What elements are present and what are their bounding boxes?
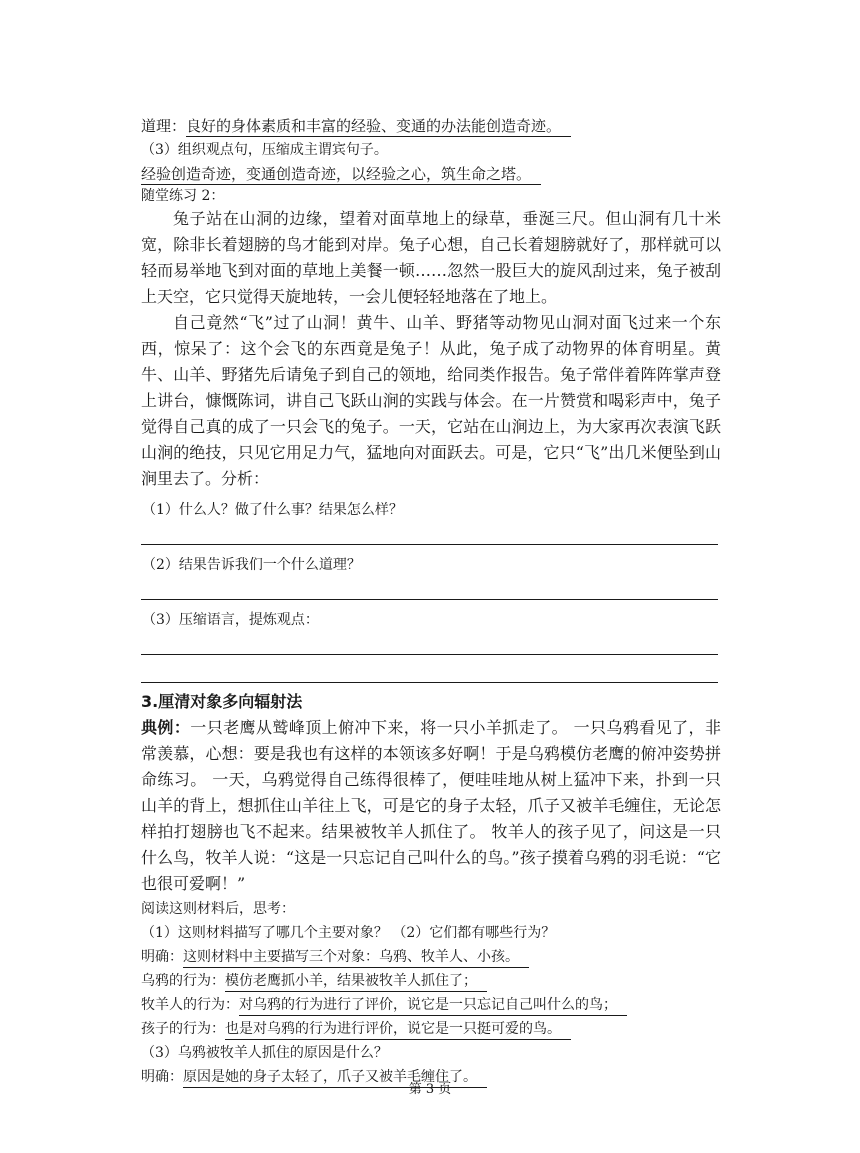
practice-paragraph-1: 兔子站在山洞的边缘，望着对面草地上的绿草，垂涎三尺。但山洞有几十米宽，除非长着翅膀的鸟才能到对岸。兔子心想，自己长着翅膀就好了，那样就可以轻而易举地飞到对面的草地上美餐一顿……忽然一股巨大的旋风刮过来，兔子被刮上天空，它只觉得天旋地转，一会儿便轻轻地落在了地上。 (141, 209, 721, 306)
step3-line: （3）组织观点句，压缩成主谓宾句子。 (141, 142, 388, 158)
answer-crow-text: 模仿老鹰抓小羊，结果被牧羊人抓住了； (225, 971, 487, 992)
answer-shepherd-label: 牧羊人的行为： (141, 997, 239, 1013)
principle-text: 良好的身体素质和丰富的经验、变通的办法能创造奇迹。 (186, 116, 571, 137)
answer-objects-text: 这则材料中主要描写三个对象：乌鸦、牧羊人、小孩。 (183, 947, 529, 968)
principle-label: 道理： (141, 117, 187, 135)
answer-child (141, 1017, 721, 1041)
summary-text: 经验创造奇迹，变通创造奇迹，以经验之心，筑生命之塔。 (141, 164, 541, 185)
question-3: （3）压缩语言，提炼观点： (142, 612, 319, 628)
answer-line-1[interactable] (141, 544, 718, 545)
page-number: 第 3 页 (408, 1082, 452, 1097)
summary-line (141, 162, 721, 186)
answer-reason-label: 明确： (141, 1069, 183, 1085)
answer-crow (141, 969, 721, 993)
answer-child-label: 孩子的行为： (141, 1021, 225, 1037)
answer-crow-label: 乌鸦的行为： (141, 973, 225, 989)
answer-line-4[interactable] (141, 682, 718, 683)
principle-line (141, 114, 721, 138)
practice-paragraph-2: 自己竟然“飞”过了山洞！黄牛、山羊、野猪等动物见山洞对面飞过来一个东西，惊呆了：这个会飞的东西竟是兔子！从此，兔子成了动物界的体育明星。黄牛、山羊、野猪先后请兔子到自己的领地，给同类作报告。兔子常伴着阵阵掌声登上讲台，慷慨陈词，讲自己飞跃山涧的实践与体会。在一片赞赏和喝彩声中，兔子觉得自己真的成了一只会飞的兔子。一天，它站在山涧边上，为大家再次表演飞跃山涧的绝技，只见它用足力气，猛地向对面跃去。可是，它只“飞”出几米便坠到山涧里去了。分析： (141, 313, 721, 488)
question-1: （1）什么人？做了什么事？结果怎么样？ (142, 502, 403, 518)
question-reason: （3）乌鸦被牧羊人抓住的原因是什么？ (141, 1045, 388, 1061)
section-heading: 3.厘清对象多向辐射法 (141, 692, 303, 711)
answer-reason-text: 原因是她的身子太轻了，爪子又被羊毛缠住了。 (183, 1067, 487, 1088)
practice-title: 随堂练习 2： (141, 188, 225, 204)
answer-objects (141, 945, 721, 969)
example-text: 一只老鹰从鹫峰顶上俯冲下来，将一只小羊抓走了。 一只乌鸦看见了，非常羡慕，心想：要是我也有这样的本领该多好啊！于是乌鸦模仿老鹰的俯冲姿势拼命练习。 一天，乌鸦觉得自己练得很棒了，便哇哇地从树上猛冲下来，扑到一只山羊的背上，想抓住山羊往上飞，可是它的身子太轻，爪子又被羊毛缠住，无论怎样拍打翅膀也飞不起来。结果被牧羊人抓住了。 牧羊人的孩子见了，问这是一只什么鸟，牧羊人说：“这是一只忘记自己叫什么的鸟。”孩子摸着乌鸦的羽毛说：“它也很可爱啊！” (141, 718, 721, 893)
questions-1-2: （1）这则材料描写了哪几个主要对象？ （2）它们都有哪些行为？ (141, 925, 556, 941)
answer-child-text: 也是对乌鸦的行为进行评价，说它是一只挺可爱的鸟。 (225, 1019, 571, 1040)
answer-shepherd-text: 对乌鸦的行为进行了评价，说它是一只忘记自己叫什么的鸟； (239, 995, 627, 1016)
answer-objects-label: 明确： (141, 949, 183, 965)
question-2: （2）结果告诉我们一个什么道理？ (142, 557, 361, 573)
answer-line-2[interactable] (141, 599, 718, 600)
page-content (141, 114, 721, 1089)
example-paragraph (141, 715, 721, 897)
example-label: 典例： (141, 718, 191, 737)
think-line: 阅读这则材料后，思考： (141, 901, 295, 917)
answer-shepherd (141, 993, 721, 1017)
